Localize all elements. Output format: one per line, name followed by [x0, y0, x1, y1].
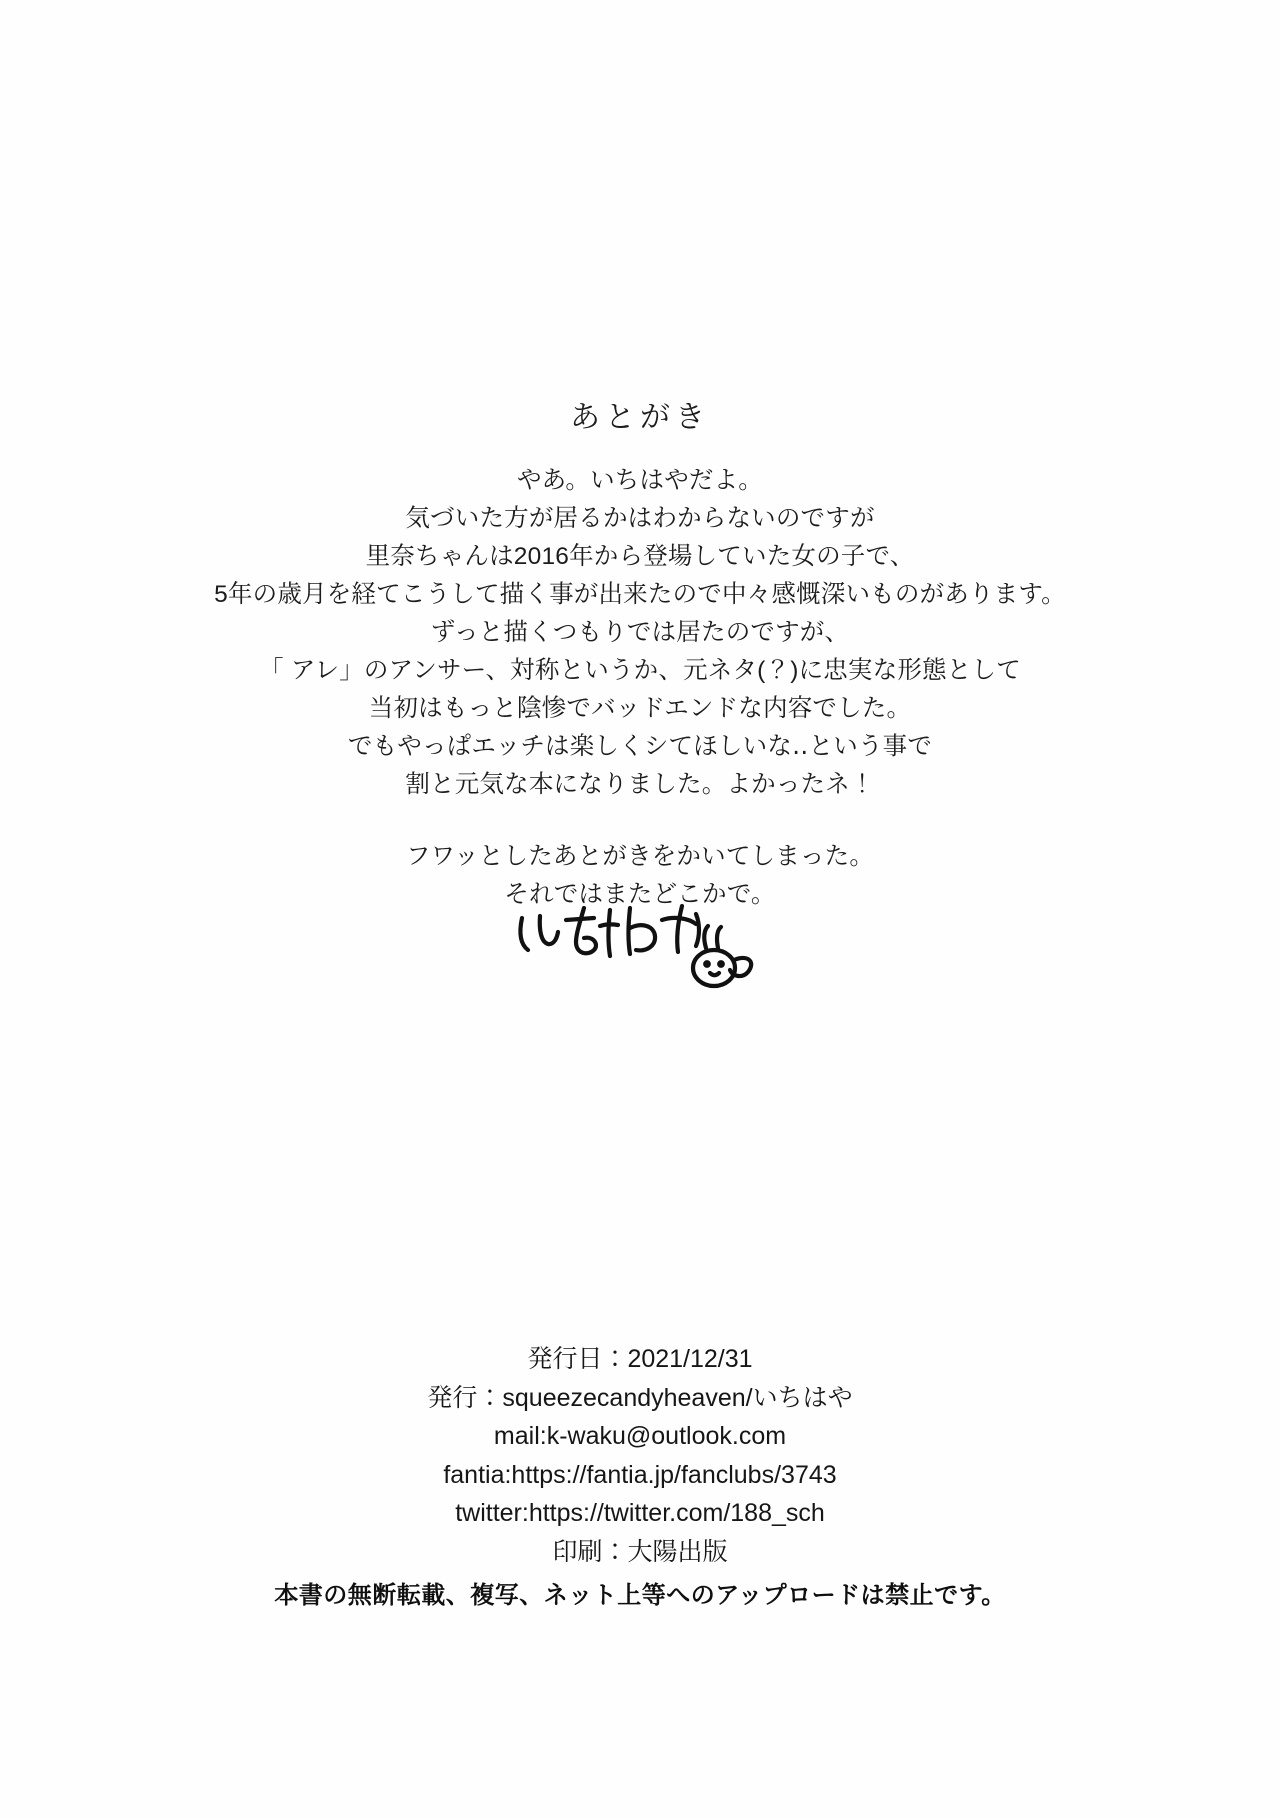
- afterword-closing-line: フワッとしたあとがきをかいてしまった。: [405, 843, 875, 870]
- colophon-publish-date: 発行日：2021/12/31: [527, 1345, 753, 1373]
- colophon-fantia-link[interactable]: fantia:https://fantia.jp/fanclubs/3743: [443, 1460, 837, 1489]
- colophon-printer: 印刷：大陽出版: [552, 1537, 728, 1566]
- colophon-publisher: 発行：squeezecandyheaven/いちはや: [427, 1383, 853, 1412]
- afterword-line: 里奈ちゃんは2016年から登場していた女の子で、: [365, 543, 915, 570]
- afterword-line: 割と元気な本になりました。よかったネ！: [405, 771, 875, 798]
- colophon-section: [0, 1340, 1280, 1571]
- colophon-twitter-link[interactable]: twitter:https://twitter.com/188_sch: [455, 1499, 825, 1527]
- afterword-line: 気づいた方が居るかはわからないのですが: [405, 505, 875, 532]
- afterword-section: [0, 392, 1280, 914]
- afterword-body: [0, 462, 1280, 914]
- afterword-line: やあ。いちはやだよ。: [516, 467, 764, 494]
- afterword-line: 5年の歳月を経てこうして描く事が出来たので中々感慨深いものがあります。: [214, 581, 1066, 608]
- afterword-line: でもやっぱエッチは楽しくシてほしいな‥という事で: [347, 733, 933, 760]
- afterword-closing-line: それではまたどこかで。: [504, 881, 776, 908]
- afterword-line: 当初はもっと陰惨でバッドエンドな内容でした。: [368, 695, 912, 722]
- colophon-mail[interactable]: mail:k-waku@outlook.com: [493, 1422, 787, 1450]
- afterword-title: あとがき: [570, 401, 710, 434]
- copyright-notice: 本書の無断転載、複写、ネット上等へのアップロードは禁止です。: [274, 1582, 1006, 1609]
- afterword-line: 「 アレ」のアンサー、対称というか、元ネタ(？)に忠実な形態として: [259, 657, 1021, 684]
- signature-icon: [510, 900, 770, 1010]
- artist-signature: [510, 900, 770, 1010]
- afterword-line: ずっと描くつもりでは居たのですが、: [430, 619, 850, 646]
